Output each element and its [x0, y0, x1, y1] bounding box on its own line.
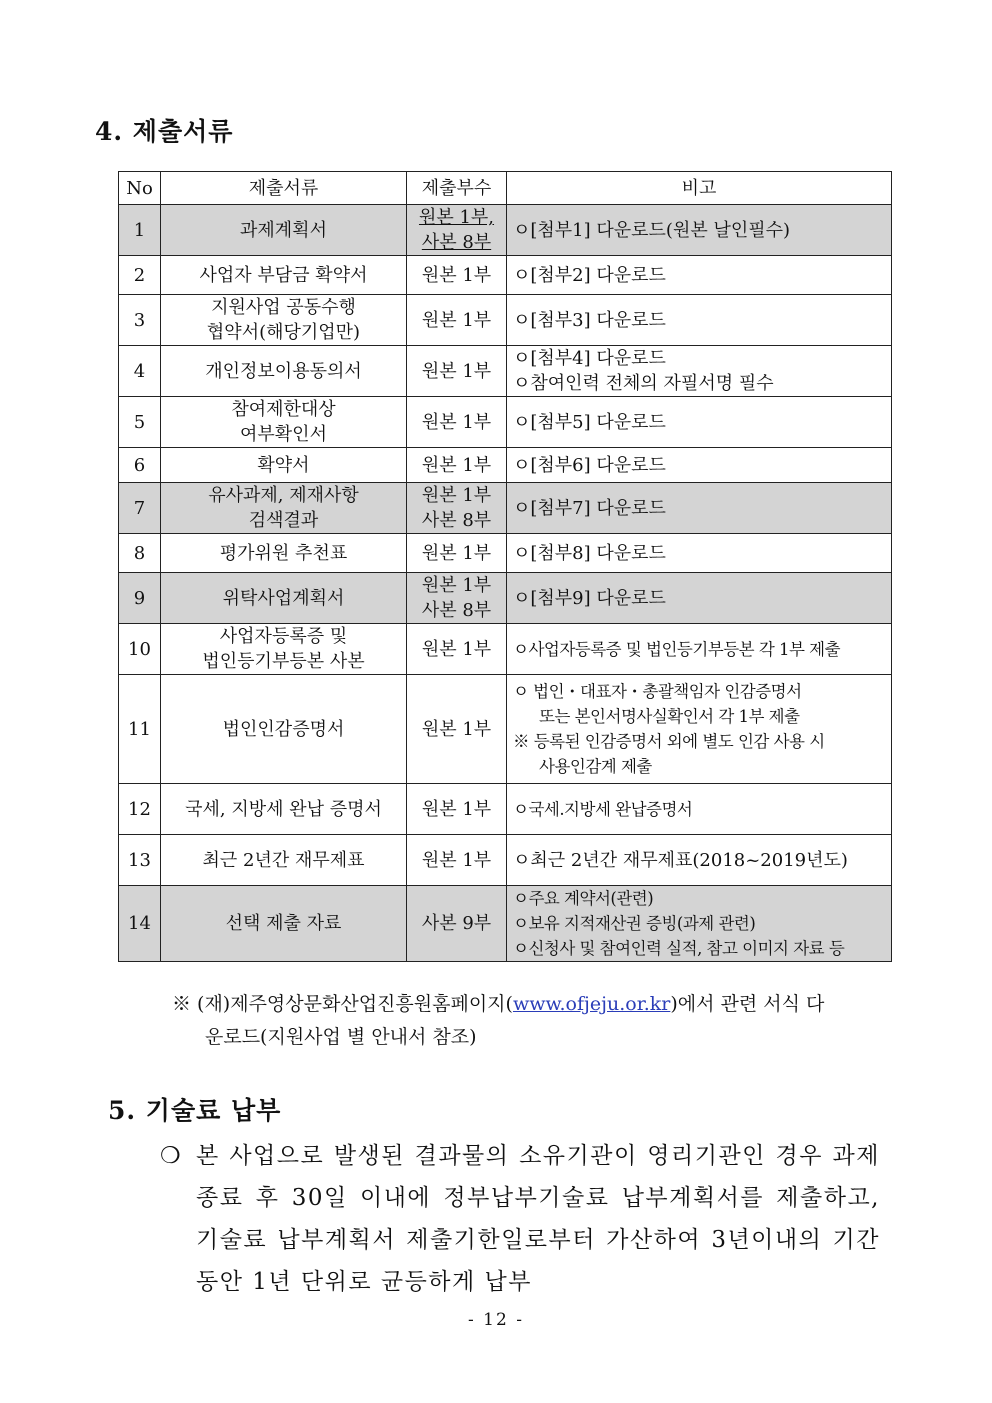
copies-line: 원본 1부: [421, 411, 492, 433]
note-line: ㅇ신청사 및 참여인력 실적, 참고 이미지 자료 등: [513, 939, 845, 958]
copies-required: [407, 784, 507, 835]
note-line: ㅇ[첨부6] 다운로드: [513, 454, 666, 476]
note-cell: [507, 835, 892, 886]
copies-line: 원본 1부: [421, 485, 492, 506]
table-header-row: [119, 172, 892, 205]
document-name: [161, 346, 407, 397]
table-row: [119, 256, 892, 295]
row-number: 14: [119, 886, 161, 962]
document-name: [161, 397, 407, 448]
copies-required: [407, 573, 507, 624]
document-name: [161, 835, 407, 886]
copies-line: 원본 1부: [421, 542, 492, 564]
document-name: [161, 886, 407, 962]
note-line: 또는 본인서명사실확인서 각 1부 제출: [539, 707, 800, 726]
copies-line: 사본 8부: [421, 510, 492, 531]
page-number: - 12 -: [468, 1310, 524, 1330]
document-name: [161, 534, 407, 573]
note-line: ㅇ[첨부1] 다운로드(원본 날인필수): [513, 219, 791, 241]
note-cell: [507, 624, 892, 675]
table-row: [119, 675, 892, 784]
table-row: [119, 346, 892, 397]
section-5-title: 5. 기술료 납부: [108, 1096, 282, 1125]
note-line: ㅇ[첨부8] 다운로드: [513, 542, 666, 564]
row-number: 1: [119, 205, 161, 256]
note-cell: [507, 483, 892, 534]
copies-required: [407, 448, 507, 483]
document-name-line: 법인등기부등본 사본: [202, 651, 365, 672]
document-name-line: 검색결과: [248, 510, 319, 531]
table-row: [119, 397, 892, 448]
documents-table: [118, 171, 892, 962]
copies-required: [407, 624, 507, 675]
copies-line: 원본 1부: [421, 798, 492, 820]
document-name-line: 사업자 부담금 확약서: [199, 264, 368, 286]
footnote-prefix: ※ (재)제주영상문화산업진흥원홈페이지(: [172, 993, 513, 1015]
note-cell: [507, 346, 892, 397]
note-line: ㅇ최근 2년간 재무제표(2018~2019년도): [513, 849, 848, 871]
note-cell: [507, 675, 892, 784]
copies-line: 원본 1부: [421, 575, 492, 596]
row-number: 5: [119, 397, 161, 448]
document-name-line: 과제계획서: [240, 219, 327, 241]
document-name: [161, 573, 407, 624]
row-number: 9: [119, 573, 161, 624]
copies-line: 사본 8부: [421, 232, 492, 253]
note-cell: [507, 886, 892, 962]
copies-line: 원본 1부,: [418, 207, 495, 228]
table-row: [119, 624, 892, 675]
note-line: ㅇ 법인・대표자・총괄책임자 인감증명서: [513, 682, 802, 701]
copies-required: [407, 295, 507, 346]
copies-required: [407, 534, 507, 573]
copies-required: [407, 205, 507, 256]
document-name-line: 위탁사업계획서: [222, 587, 345, 609]
section-4-title: 4. 제출서류: [95, 117, 234, 146]
note-cell: [507, 448, 892, 483]
copies-required: [407, 675, 507, 784]
note-line: ㅇ[첨부9] 다운로드: [513, 587, 666, 609]
copies-required: [407, 835, 507, 886]
footnote-suffix: )에서 관련 서식 다: [670, 993, 825, 1015]
table-row: [119, 573, 892, 624]
header-copies: 제출부수: [407, 172, 507, 205]
row-number: 12: [119, 784, 161, 835]
row-number: 4: [119, 346, 161, 397]
copies-required: [407, 256, 507, 295]
document-name: [161, 483, 407, 534]
table-row: [119, 205, 892, 256]
row-number: 3: [119, 295, 161, 346]
note-line: ㅇ[첨부2] 다운로드: [513, 264, 666, 286]
document-name: [161, 448, 407, 483]
copies-required: [407, 397, 507, 448]
note-line: ㅇ참여인력 전체의 자필서명 필수: [513, 373, 774, 394]
row-number: 8: [119, 534, 161, 573]
paragraph-text: 본 사업으로 발생된 결과물의 소유기관이 영리기관인 경우 과제 종료 후 30일 이내에 정부납부기술료 납부계획서를 제출하고, 기술료 납부계획서 제출기한일로부터 가산하여 3년이내의 기간 동안 1년 단위로 균등하게 납부: [196, 1143, 880, 1295]
note-cell: [507, 256, 892, 295]
copies-line: 원본 1부: [421, 718, 492, 740]
copies-line: 사본 8부: [421, 600, 492, 621]
document-name-line: 협약서(해당기업만): [206, 322, 361, 343]
document-name: [161, 256, 407, 295]
row-number: 13: [119, 835, 161, 886]
row-number: 11: [119, 675, 161, 784]
note-line: ㅇ주요 계약서(관련): [513, 889, 654, 908]
header-no: No: [119, 172, 161, 205]
copies-line: 원본 1부: [421, 309, 492, 331]
document-name: [161, 784, 407, 835]
table-row: [119, 448, 892, 483]
copies-line: 원본 1부: [421, 360, 492, 382]
section-5-paragraph: [160, 1135, 880, 1303]
document-name-line: 법인인감증명서: [222, 718, 345, 740]
note-cell: [507, 295, 892, 346]
header-note: 비고: [507, 172, 892, 205]
table-row: [119, 295, 892, 346]
note-line: ㅇ[첨부5] 다운로드: [513, 411, 666, 433]
table-row: [119, 483, 892, 534]
copies-required: [407, 483, 507, 534]
document-name: [161, 295, 407, 346]
note-cell: [507, 784, 892, 835]
document-name-line: 개인정보이용동의서: [205, 360, 362, 382]
copies-line: 사본 9부: [421, 913, 492, 934]
circle-bullet-icon: ❍: [160, 1143, 181, 1169]
copies-required: [407, 346, 507, 397]
row-number: 6: [119, 448, 161, 483]
note-line: ※ 등록된 인감증명서 외에 별도 인감 사용 시: [513, 732, 825, 751]
document-name-line: 유사과제, 제재사항: [208, 485, 359, 506]
note-line: ㅇ국세.지방세 완납증명서: [513, 799, 693, 819]
note-cell: [507, 205, 892, 256]
note-line: 사용인감계 제출: [539, 757, 652, 776]
row-number: 7: [119, 483, 161, 534]
document-name-line: 평가위원 추천표: [219, 542, 348, 564]
document-name-line: 확약서: [257, 454, 310, 476]
row-number: 2: [119, 256, 161, 295]
table-row: [119, 534, 892, 573]
document-name: [161, 675, 407, 784]
document-name-line: 여부확인서: [240, 424, 327, 445]
copies-line: 원본 1부: [421, 638, 492, 660]
footnote: [172, 988, 897, 1054]
document-name: [161, 624, 407, 675]
table-row: [119, 835, 892, 886]
document-name-line: 참여제한대상: [231, 399, 336, 420]
note-cell: [507, 397, 892, 448]
note-line: ㅇ사업자등록증 및 법인등기부등본 각 1부 제출: [513, 639, 841, 659]
copies-line: 원본 1부: [421, 849, 492, 871]
homepage-link[interactable]: www.ofjeju.or.kr: [512, 993, 671, 1015]
footnote-line2: 운로드(지원사업 별 안내서 참조): [205, 1026, 477, 1048]
copies-required: [407, 886, 507, 962]
document-name-line: 국세, 지방세 완납 증명서: [185, 798, 382, 820]
table-row: [119, 886, 892, 962]
note-line: ㅇ[첨부7] 다운로드: [513, 497, 666, 519]
note-line: ㅇ[첨부3] 다운로드: [513, 309, 666, 331]
note-cell: [507, 534, 892, 573]
row-number: 10: [119, 624, 161, 675]
copies-line: 원본 1부: [421, 264, 492, 286]
note-line: ㅇ[첨부4] 다운로드: [513, 348, 666, 369]
document-name-line: 최근 2년간 재무제표: [202, 849, 365, 871]
note-cell: [507, 573, 892, 624]
document-name-line: 선택 제출 자료: [225, 913, 342, 934]
document-name: [161, 205, 407, 256]
table-row: [119, 784, 892, 835]
document-name-line: 지원사업 공동수행: [211, 297, 356, 318]
header-document: 제출서류: [161, 172, 407, 205]
copies-line: 원본 1부: [421, 454, 492, 476]
document-name-line: 사업자등록증 및: [219, 626, 348, 647]
note-line: ㅇ보유 지적재산권 증빙(과제 관련): [513, 914, 756, 933]
